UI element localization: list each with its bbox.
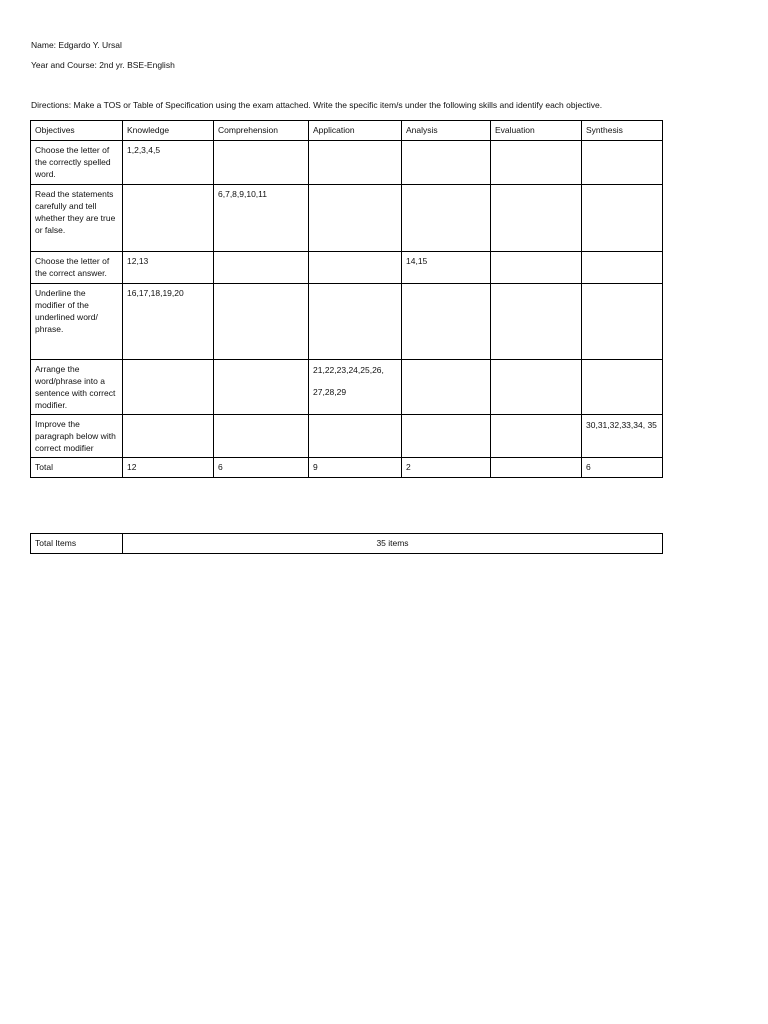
application-cell <box>309 185 402 252</box>
application-cell <box>309 415 402 458</box>
total-analysis: 2 <box>402 458 491 478</box>
knowledge-cell: 16,17,18,19,20 <box>123 284 214 360</box>
column-header-synthesis: Synthesis <box>582 121 663 141</box>
evaluation-cell <box>491 252 582 284</box>
comprehension-cell <box>214 415 309 458</box>
column-header-application: Application <box>309 121 402 141</box>
table-row <box>31 141 663 185</box>
evaluation-cell <box>491 141 582 185</box>
table-row <box>31 415 663 458</box>
comprehension-cell <box>214 252 309 284</box>
table-of-specification <box>30 120 663 478</box>
analysis-cell: 14,15 <box>402 252 491 284</box>
total-items-label: Total Items <box>31 534 123 554</box>
comprehension-cell <box>214 284 309 360</box>
comprehension-cell <box>214 141 309 185</box>
knowledge-cell <box>123 185 214 252</box>
table-row <box>31 284 663 360</box>
table-row <box>31 360 663 415</box>
column-header-objectives: Objectives <box>31 121 123 141</box>
objective-cell: Read the statements carefully and tell whether they are true or false. <box>31 185 123 252</box>
total-comprehension: 6 <box>214 458 309 478</box>
total-evaluation <box>491 458 582 478</box>
year-and-course: Year and Course: 2nd yr. BSE-English <box>31 60 175 70</box>
analysis-cell <box>402 141 491 185</box>
application-cell <box>309 284 402 360</box>
evaluation-cell <box>491 284 582 360</box>
analysis-cell <box>402 415 491 458</box>
table-header-row <box>31 121 663 141</box>
total-row <box>31 458 663 478</box>
application-cell <box>309 252 402 284</box>
evaluation-cell <box>491 185 582 252</box>
knowledge-cell <box>123 415 214 458</box>
knowledge-cell <box>123 360 214 415</box>
synthesis-cell <box>582 185 663 252</box>
synthesis-cell <box>582 360 663 415</box>
total-application: 9 <box>309 458 402 478</box>
column-header-knowledge: Knowledge <box>123 121 214 141</box>
evaluation-cell <box>491 415 582 458</box>
total-label: Total <box>31 458 123 478</box>
objective-cell: Choose the letter of the correctly spelled word. <box>31 141 123 185</box>
application-items: 21,22,23,24,25,26, 27,28,29 <box>313 365 384 397</box>
application-cell <box>309 141 402 185</box>
column-header-analysis: Analysis <box>402 121 491 141</box>
knowledge-cell: 1,2,3,4,5 <box>123 141 214 185</box>
synthesis-cell <box>582 415 663 458</box>
total-knowledge: 12 <box>123 458 214 478</box>
evaluation-cell <box>491 360 582 415</box>
synthesis-cell <box>582 141 663 185</box>
knowledge-cell: 12,13 <box>123 252 214 284</box>
table-row <box>31 185 663 252</box>
column-header-comprehension: Comprehension <box>214 121 309 141</box>
synthesis-items: 30,31,32,33,34, 35 <box>586 420 657 430</box>
comprehension-cell <box>214 360 309 415</box>
objective-cell: Improve the paragraph below with correct modifier <box>31 415 123 458</box>
total-synthesis: 6 <box>582 458 663 478</box>
synthesis-cell <box>582 284 663 360</box>
table-row <box>31 252 663 284</box>
application-cell <box>309 360 402 415</box>
analysis-cell <box>402 185 491 252</box>
student-name: Name: Edgardo Y. Ursal <box>31 40 122 50</box>
comprehension-cell: 6,7,8,9,10,11 <box>214 185 309 252</box>
objective-cell: Underline the modifier of the underlined word/ phrase. <box>31 284 123 360</box>
analysis-cell <box>402 284 491 360</box>
total-items-value: 35 items <box>123 534 663 554</box>
total-items-table <box>30 533 663 554</box>
directions-text: Directions: Make a TOS or Table of Specification using the exam attached. Write the specific item/s under the following skills and identify each objective. <box>31 100 603 110</box>
analysis-cell <box>402 360 491 415</box>
objective-cell: Choose the letter of the correct answer. <box>31 252 123 284</box>
total-items-row <box>31 534 663 554</box>
objective-cell: Arrange the word/phrase into a sentence with correct modifier. <box>31 360 123 415</box>
column-header-evaluation: Evaluation <box>491 121 582 141</box>
synthesis-cell <box>582 252 663 284</box>
